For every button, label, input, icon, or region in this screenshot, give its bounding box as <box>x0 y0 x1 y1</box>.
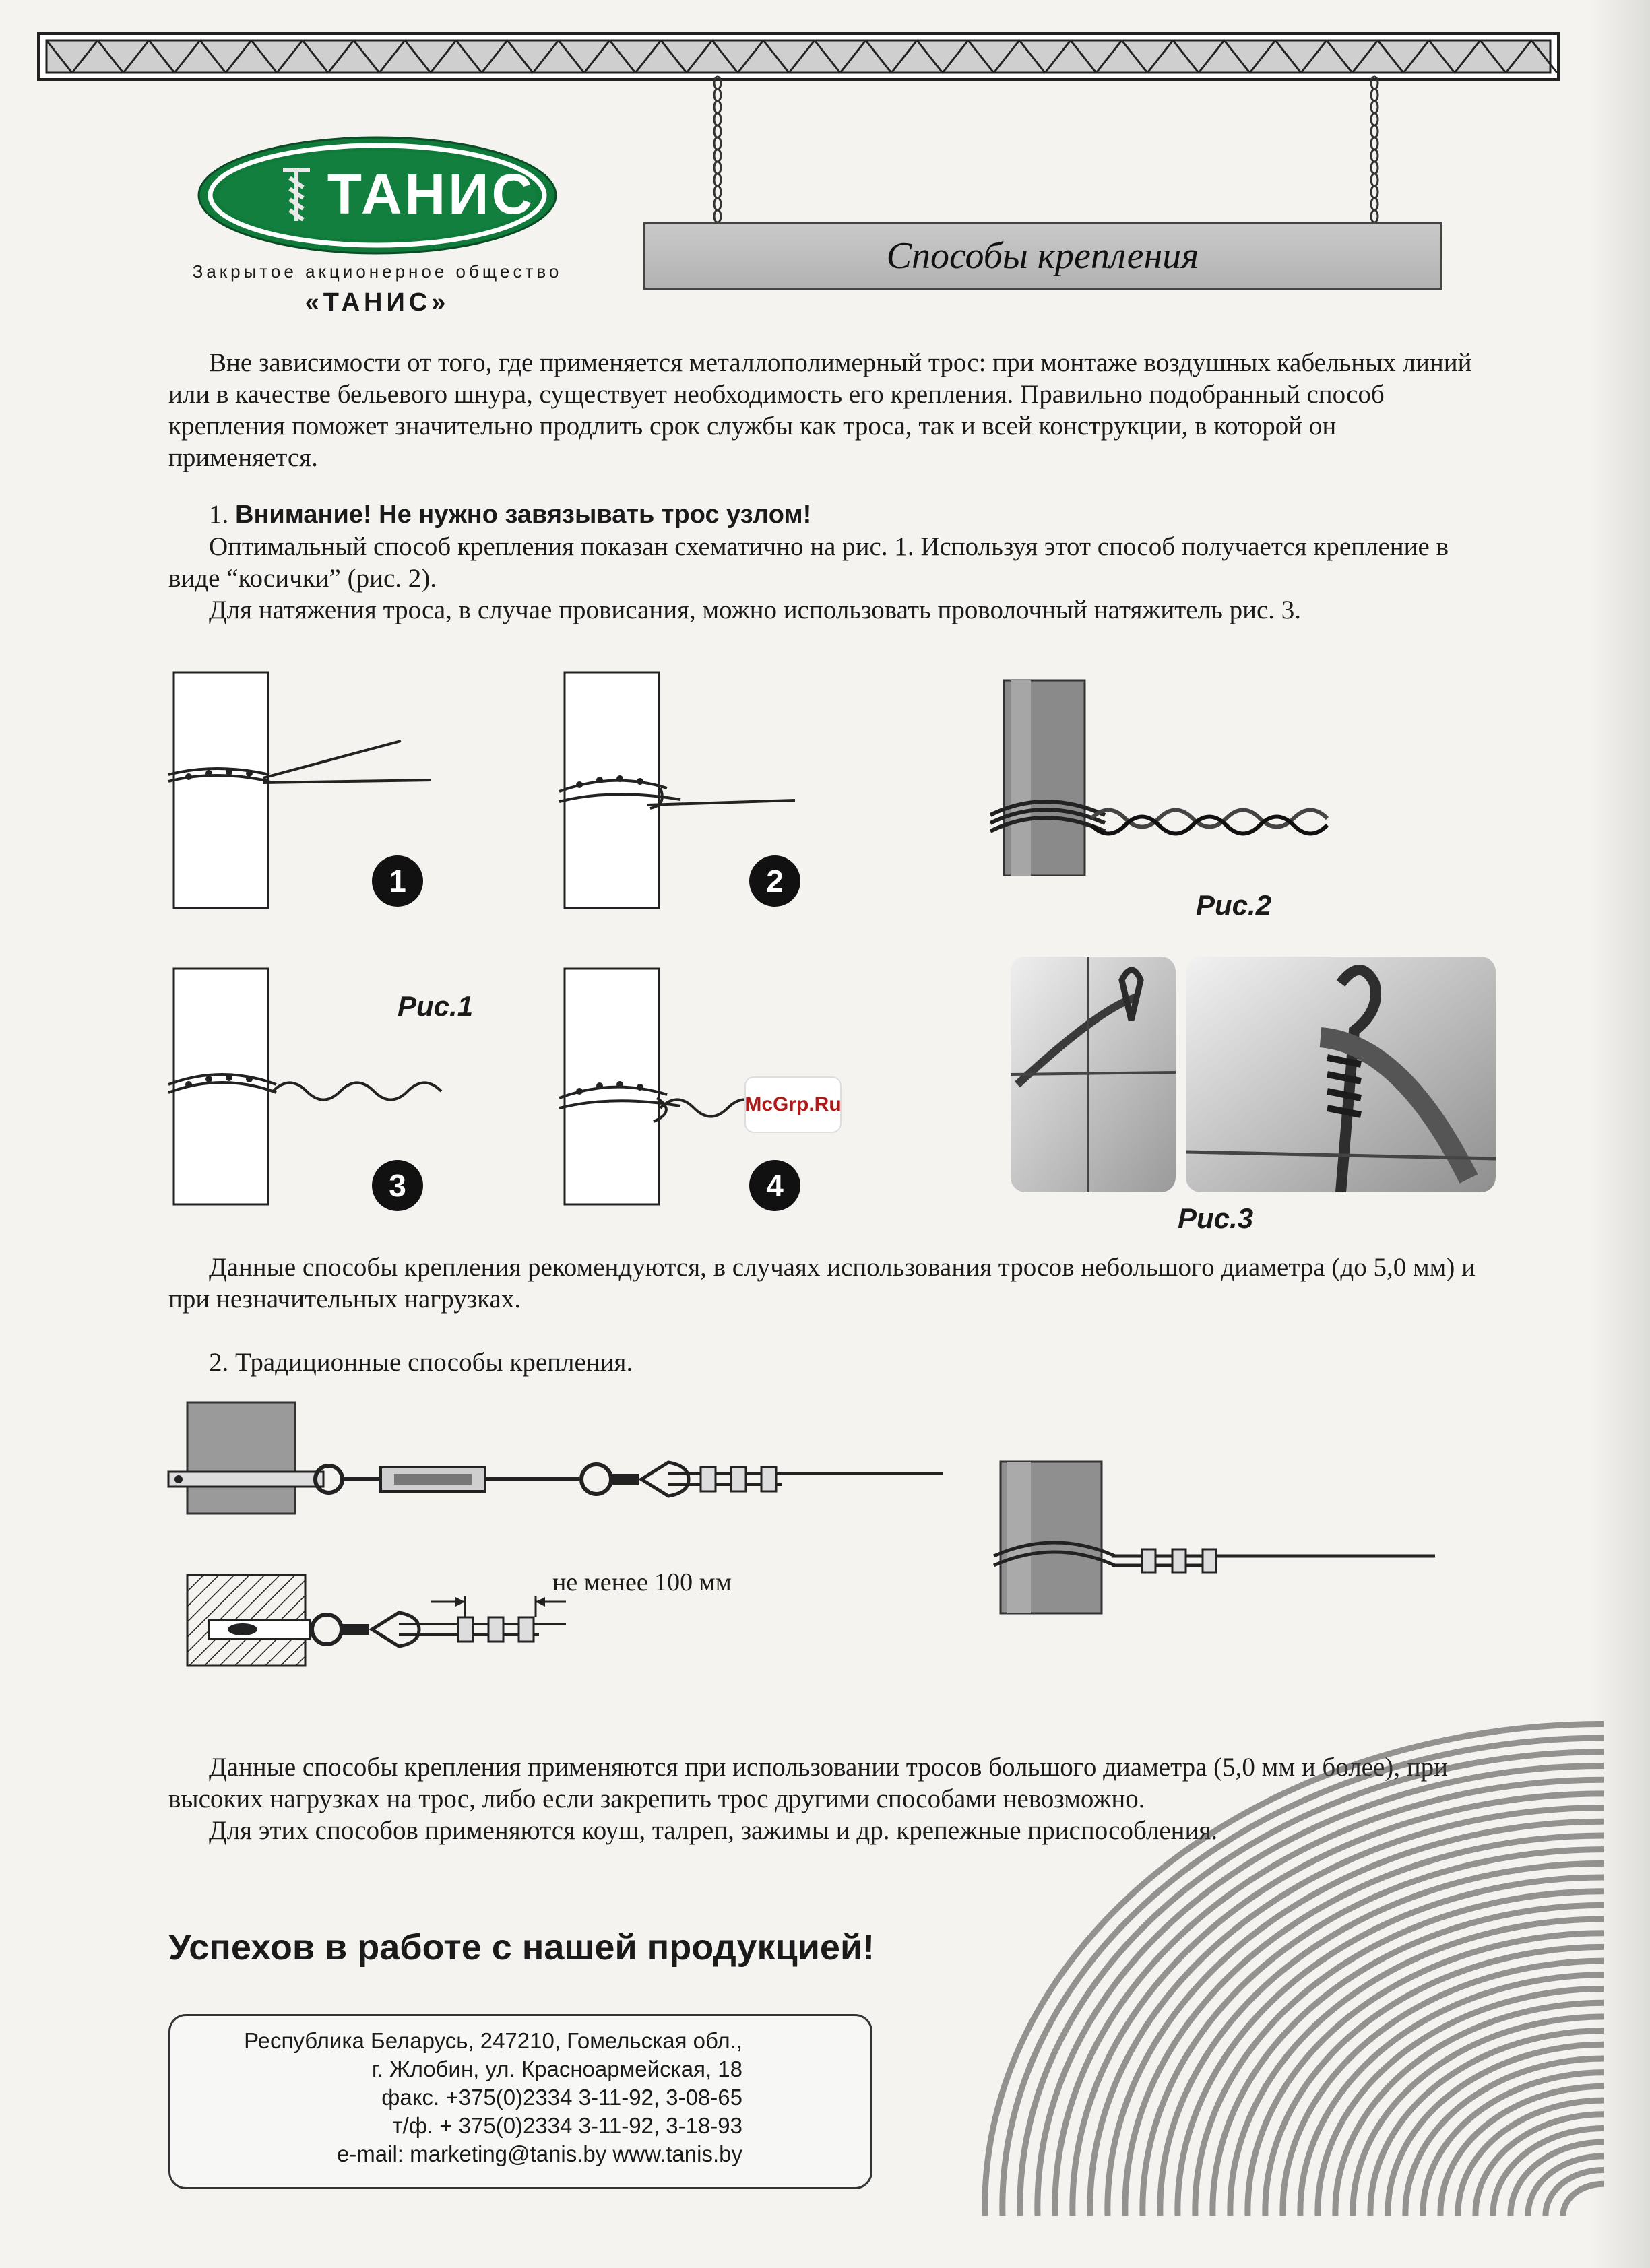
sign-title: Способы крепления <box>886 235 1199 277</box>
figure-post-clamps <box>990 1448 1449 1617</box>
figure-3-photo-right <box>1186 957 1496 1192</box>
section-1-number: 1. <box>209 500 229 529</box>
section-2-text-1: Данные способы крепления применяются при использовании тросов большого диаметра (5,0 мм и более), при высоких нагрузках на трос, либо если закрепить трос другими способами невозможно. <box>168 1753 1449 1813</box>
post-step-1 <box>174 672 268 908</box>
contact-line: факс. +375(0)2334 3-11-92, 3-08-65 <box>381 2085 742 2110</box>
section-title-sign <box>643 222 1442 290</box>
dimension-label: не менее 100 мм <box>552 1568 732 1596</box>
intro-paragraph: Вне зависимости от того, где применяется металлополимерный трос: при монтаже воздушных кабельных линий или в качестве бельевого шнура, существует необходимость его крепления. Правильно подобранный способ крепления поможет значительно продлить срок службы как троса, так и всей конструкции, в которой он применяется. <box>168 348 1472 472</box>
contact-line: т/ф. + 375(0)2334 3-11-92, 3-18-93 <box>392 2113 742 2138</box>
section-1-conclusion: Данные способы крепления рекомендуются, в случаях использования тросов небольшого диаметра (до 5,0 мм) и при незначительных нагрузках. <box>168 1253 1476 1314</box>
section-2-title: 2. Традиционные способы крепления. <box>209 1348 633 1377</box>
step-label-2: 2 <box>766 864 784 899</box>
watermark-stamp: McGrp.Ru <box>744 1076 842 1133</box>
company-subtitle: Закрытое акционерное общество <box>192 261 563 282</box>
contacts-box <box>168 2014 872 2189</box>
contact-email-web[interactable]: e-mail: marketing@tanis.by www.tanis.by <box>336 2141 742 2166</box>
figure-1-schematic <box>162 667 822 1226</box>
greeting: Успехов в работе с нашей продукцией! <box>168 1927 875 1968</box>
step-label-1: 1 <box>389 864 406 899</box>
figure-2-label: Рис.2 <box>1196 889 1272 921</box>
company-name: «ТАНИС» <box>305 288 450 317</box>
figure-2-braid <box>990 674 1368 876</box>
logo-text: ТАНИС <box>327 162 536 226</box>
figure-traditional-fastening <box>162 1388 997 1671</box>
contact-line: Республика Беларусь, 247210, Гомельская обл., <box>244 2028 742 2053</box>
step-label-4: 4 <box>766 1168 784 1203</box>
post-step-2 <box>565 672 659 908</box>
section-1 <box>168 498 1489 626</box>
section-2-text-2: Для этих способов применяются коуш, талреп, зажимы и др. крепежные приспособления. <box>209 1816 1218 1845</box>
contact-line: г. Жлобин, ул. Красноармейская, 18 <box>371 2056 742 2081</box>
sign-chains-illustration <box>694 74 1408 229</box>
section-1-heading <box>168 498 1489 531</box>
section-1-text-1: Оптимальный способ крепления показан схематично на рис. 1. Используя этот способ получается крепление в виде “косички” (рис. 2). <box>168 532 1449 593</box>
section-1-text-2: Для натяжения троса, в случае провисания, можно использовать проволочный натяжитель рис. 3. <box>209 595 1302 624</box>
step-label-3: 3 <box>389 1168 406 1203</box>
figure-3-label: Рис.3 <box>1178 1202 1254 1234</box>
figure-1-label: Рис.1 <box>398 990 474 1022</box>
section-1-warning: Внимание! Не нужно завязывать трос узлом! <box>235 500 812 529</box>
figure-3-photo-left <box>1011 957 1176 1192</box>
